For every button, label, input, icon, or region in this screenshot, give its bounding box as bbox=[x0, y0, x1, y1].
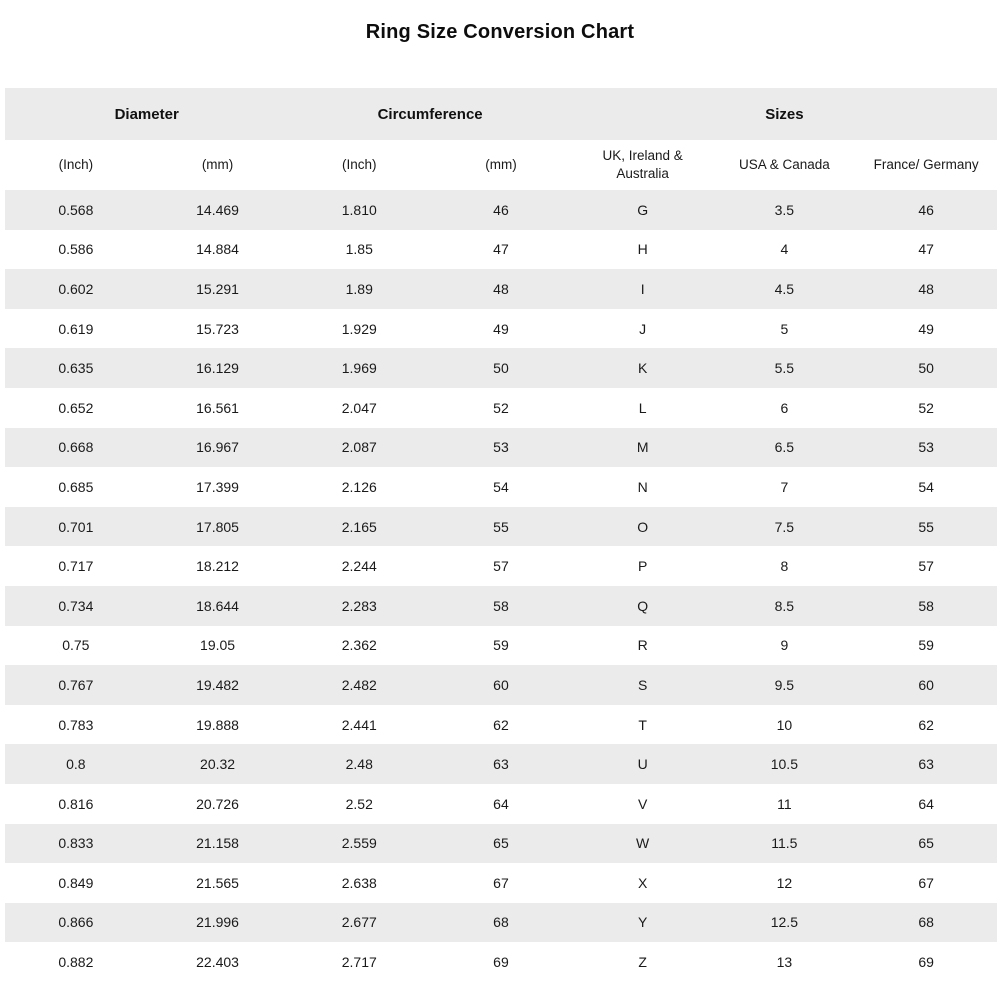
cell: 20.726 bbox=[196, 795, 239, 812]
cell: 58 bbox=[430, 586, 572, 626]
cell: 17.399 bbox=[196, 478, 239, 495]
cell: 0.717 bbox=[58, 558, 94, 575]
table-row bbox=[5, 824, 997, 864]
group-header-circumference: Circumference bbox=[288, 88, 571, 140]
cell: 68 bbox=[430, 903, 572, 943]
cell: 0.652 bbox=[58, 399, 94, 416]
cell: 0.75 bbox=[62, 637, 90, 654]
cell: 55 bbox=[855, 507, 997, 547]
column-header-uk-ireland-australia: UK, Ireland & Australia bbox=[572, 140, 714, 190]
cell: 10.5 bbox=[714, 744, 856, 784]
cell: S bbox=[572, 665, 714, 705]
cell: 16.967 bbox=[147, 428, 289, 468]
cell: 7.5 bbox=[714, 507, 856, 547]
table-row bbox=[5, 744, 997, 784]
cell: 2.087 bbox=[288, 428, 430, 468]
table-row bbox=[5, 467, 997, 507]
cell: 19.888 bbox=[196, 716, 239, 733]
page-title: Ring Size Conversion Chart bbox=[365, 21, 635, 43]
cell: 47 bbox=[493, 241, 509, 258]
cell: M bbox=[572, 428, 714, 468]
cell: 15.291 bbox=[147, 269, 289, 309]
cell: 0.882 bbox=[58, 954, 94, 971]
column-header-circumference-mm: (mm) bbox=[430, 140, 572, 190]
cell: 54 bbox=[493, 478, 509, 495]
cell: 50 bbox=[430, 348, 572, 388]
cell: 16.561 bbox=[196, 399, 239, 416]
table-row bbox=[5, 784, 997, 824]
cell: 4 bbox=[780, 241, 789, 258]
cell: 0.767 bbox=[5, 665, 147, 705]
table-row bbox=[5, 428, 997, 468]
cell: 6.5 bbox=[714, 428, 856, 468]
cell: 63 bbox=[430, 744, 572, 784]
cell: 2.441 bbox=[341, 716, 377, 733]
cell: 8.5 bbox=[714, 586, 856, 626]
cell: 9 bbox=[780, 637, 789, 654]
cell: N bbox=[637, 478, 648, 495]
cell: 16.129 bbox=[147, 348, 289, 388]
cell: X bbox=[637, 874, 648, 891]
cell: 0.619 bbox=[58, 320, 94, 337]
column-header-diameter-inch: (Inch) bbox=[5, 140, 147, 190]
table-row bbox=[5, 230, 997, 270]
cell: 57 bbox=[493, 558, 509, 575]
cell: 1.969 bbox=[288, 348, 430, 388]
ring-size-table bbox=[5, 88, 997, 982]
cell: 0.668 bbox=[5, 428, 147, 468]
cell: 19.05 bbox=[200, 637, 236, 654]
table-row bbox=[5, 348, 997, 388]
group-header-row bbox=[5, 88, 997, 140]
table-row bbox=[5, 586, 997, 626]
cell: 13 bbox=[776, 954, 793, 971]
cell: 2.283 bbox=[288, 586, 430, 626]
cell: 68 bbox=[855, 903, 997, 943]
column-header-france-germany: France/ Germany bbox=[855, 140, 997, 190]
cell: 59 bbox=[493, 637, 509, 654]
cell: 65 bbox=[855, 824, 997, 864]
table-row bbox=[5, 665, 997, 705]
cell: 8 bbox=[780, 558, 789, 575]
cell: 12.5 bbox=[714, 903, 856, 943]
cell: 1.85 bbox=[345, 241, 373, 258]
cell: 15.723 bbox=[196, 320, 239, 337]
cell: 58 bbox=[855, 586, 997, 626]
cell: 0.602 bbox=[5, 269, 147, 309]
cell: 48 bbox=[855, 269, 997, 309]
cell: 0.866 bbox=[5, 903, 147, 943]
cell: 65 bbox=[430, 824, 572, 864]
column-header-usa-canada: USA & Canada bbox=[714, 140, 856, 190]
table-row bbox=[5, 190, 997, 230]
cell: 46 bbox=[855, 190, 997, 230]
cell: Q bbox=[572, 586, 714, 626]
cell: 0.734 bbox=[5, 586, 147, 626]
table-header bbox=[5, 88, 997, 190]
cell: 21.996 bbox=[147, 903, 289, 943]
cell: 69 bbox=[493, 954, 509, 971]
cell: 46 bbox=[430, 190, 572, 230]
cell: U bbox=[572, 744, 714, 784]
cell: 64 bbox=[918, 795, 934, 812]
cell: 2.126 bbox=[341, 478, 377, 495]
cell: 21.158 bbox=[147, 824, 289, 864]
table-row bbox=[5, 507, 997, 547]
cell: 22.403 bbox=[196, 954, 239, 971]
cell: Z bbox=[638, 954, 647, 971]
cell: 50 bbox=[855, 348, 997, 388]
column-header-row bbox=[5, 140, 997, 190]
cell: G bbox=[572, 190, 714, 230]
cell: 52 bbox=[918, 399, 934, 416]
cell: 60 bbox=[855, 665, 997, 705]
cell: 18.212 bbox=[196, 558, 239, 575]
cell: O bbox=[572, 507, 714, 547]
cell: 2.677 bbox=[288, 903, 430, 943]
cell: 11 bbox=[777, 795, 792, 812]
cell: 0.849 bbox=[58, 874, 94, 891]
cell: V bbox=[637, 795, 648, 812]
cell: 2.482 bbox=[288, 665, 430, 705]
cell: R bbox=[637, 637, 648, 654]
cell: 17.805 bbox=[147, 507, 289, 547]
column-header-circumference-inch: (Inch) bbox=[288, 140, 430, 190]
table-row bbox=[5, 269, 997, 309]
cell: 1.89 bbox=[288, 269, 430, 309]
cell: L bbox=[638, 399, 647, 416]
cell: 67 bbox=[918, 874, 934, 891]
cell: 6 bbox=[780, 399, 789, 416]
cell: 2.638 bbox=[341, 874, 377, 891]
cell: 54 bbox=[918, 478, 934, 495]
table-body bbox=[5, 190, 997, 982]
cell: 12 bbox=[776, 874, 793, 891]
cell: 4.5 bbox=[714, 269, 856, 309]
cell: 1.929 bbox=[341, 320, 377, 337]
cell: 0.8 bbox=[5, 744, 147, 784]
cell: 60 bbox=[430, 665, 572, 705]
cell: 49 bbox=[493, 320, 509, 337]
cell: 7 bbox=[780, 478, 789, 495]
cell: 10 bbox=[776, 716, 793, 733]
cell: P bbox=[637, 558, 648, 575]
cell: 57 bbox=[918, 558, 934, 575]
cell: 0.586 bbox=[58, 241, 94, 258]
cell: 0.701 bbox=[5, 507, 147, 547]
cell: 11.5 bbox=[714, 824, 856, 864]
cell: 2.717 bbox=[341, 954, 377, 971]
cell: W bbox=[572, 824, 714, 864]
cell: 3.5 bbox=[714, 190, 856, 230]
table-row bbox=[5, 942, 997, 982]
cell: 20.32 bbox=[147, 744, 289, 784]
cell: 64 bbox=[493, 795, 509, 812]
cell: I bbox=[572, 269, 714, 309]
cell: 2.48 bbox=[288, 744, 430, 784]
cell: 63 bbox=[855, 744, 997, 784]
cell: 2.362 bbox=[341, 637, 377, 654]
table-row bbox=[5, 388, 997, 428]
cell: 53 bbox=[430, 428, 572, 468]
cell: 2.047 bbox=[341, 399, 377, 416]
group-header-diameter: Diameter bbox=[5, 88, 288, 140]
cell: 0.635 bbox=[5, 348, 147, 388]
cell: 2.559 bbox=[288, 824, 430, 864]
group-header-sizes: Sizes bbox=[572, 88, 997, 140]
cell: T bbox=[638, 716, 647, 733]
cell: 52 bbox=[493, 399, 509, 416]
cell: 0.685 bbox=[58, 478, 94, 495]
cell: 49 bbox=[918, 320, 934, 337]
cell: 14.469 bbox=[147, 190, 289, 230]
cell: 19.482 bbox=[147, 665, 289, 705]
cell: 2.52 bbox=[345, 795, 373, 812]
cell: K bbox=[572, 348, 714, 388]
table-row bbox=[5, 309, 997, 349]
cell: 2.244 bbox=[341, 558, 377, 575]
cell: 59 bbox=[918, 637, 934, 654]
cell: 2.165 bbox=[288, 507, 430, 547]
cell: 0.783 bbox=[58, 716, 94, 733]
cell: 21.565 bbox=[196, 874, 239, 891]
cell: 53 bbox=[855, 428, 997, 468]
cell: 0.833 bbox=[5, 824, 147, 864]
table-row bbox=[5, 705, 997, 745]
cell: 0.816 bbox=[58, 795, 94, 812]
cell: Y bbox=[572, 903, 714, 943]
table-row bbox=[5, 903, 997, 943]
cell: 18.644 bbox=[147, 586, 289, 626]
cell: 14.884 bbox=[196, 241, 239, 258]
table-row bbox=[5, 863, 997, 903]
cell: H bbox=[637, 241, 648, 258]
cell: 48 bbox=[430, 269, 572, 309]
cell: 62 bbox=[918, 716, 934, 733]
table-row bbox=[5, 626, 997, 666]
cell: 5.5 bbox=[714, 348, 856, 388]
cell: 67 bbox=[493, 874, 509, 891]
cell: 55 bbox=[430, 507, 572, 547]
cell: 1.810 bbox=[288, 190, 430, 230]
column-header-diameter-mm: (mm) bbox=[147, 140, 289, 190]
cell: 47 bbox=[918, 241, 934, 258]
cell: 5 bbox=[780, 320, 789, 337]
cell: 0.568 bbox=[5, 190, 147, 230]
cell: J bbox=[639, 320, 647, 337]
cell: 9.5 bbox=[714, 665, 856, 705]
cell: 62 bbox=[493, 716, 509, 733]
cell: 69 bbox=[918, 954, 934, 971]
table-row bbox=[5, 546, 997, 586]
